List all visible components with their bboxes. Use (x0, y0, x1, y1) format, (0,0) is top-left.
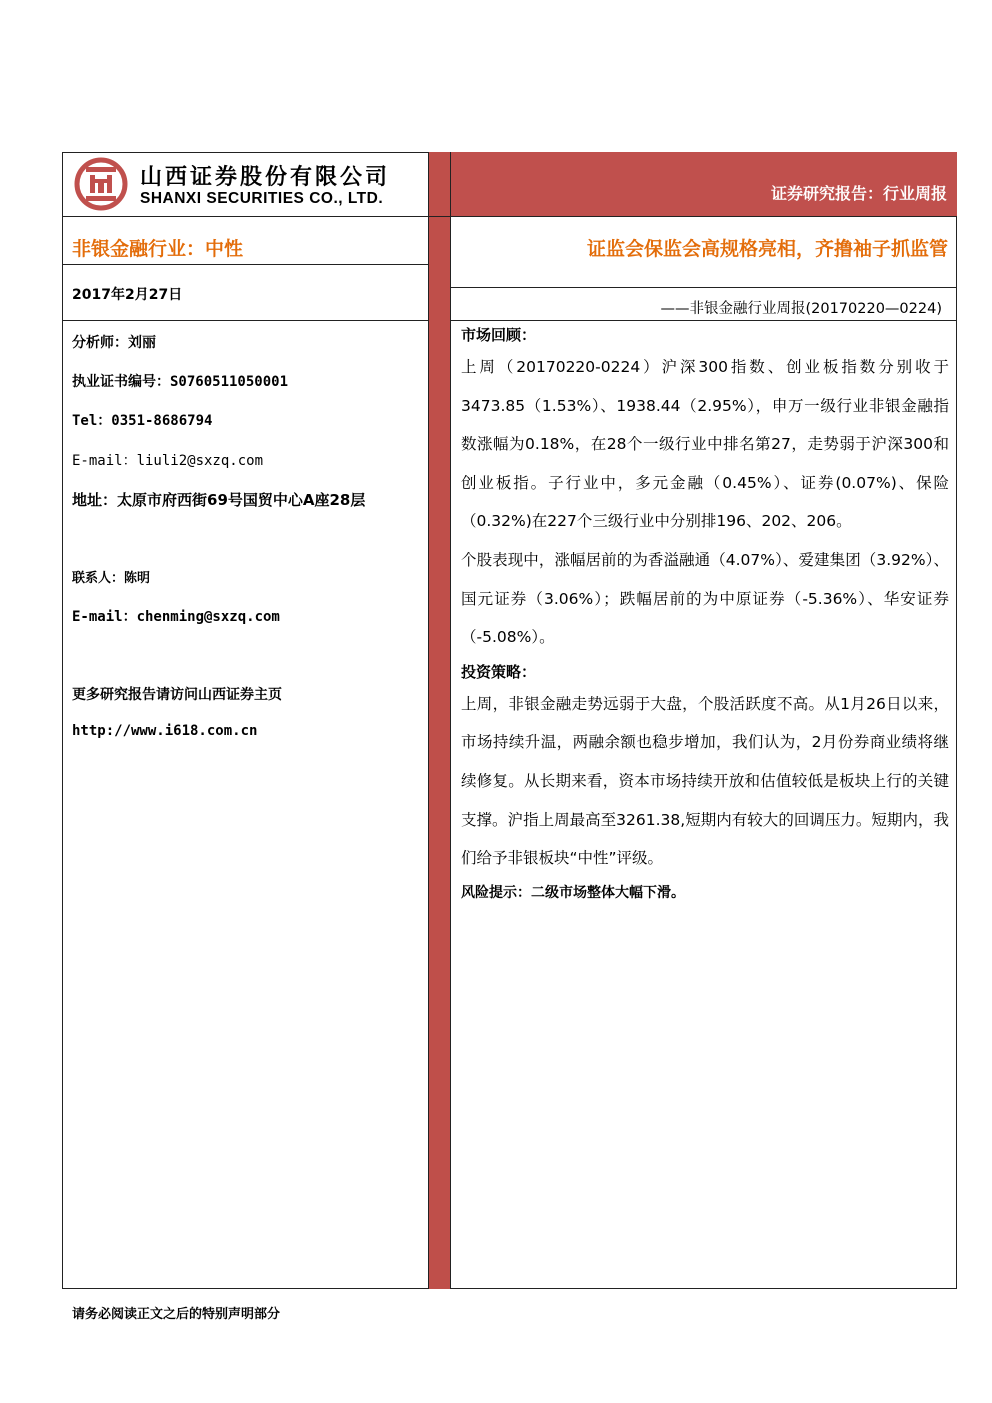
report-date: 2017年2月27日 (72, 287, 183, 303)
contact-person: 联系人：陈明 (72, 571, 151, 586)
analyst-tel: Tel：0351-8686794 (72, 413, 213, 429)
brand-logo-block (62, 152, 428, 216)
homepage-link[interactable]: http://www.i618.com.cn (72, 723, 258, 739)
shanxi-securities-logo-icon (72, 157, 130, 211)
license-number: 执业证书编号：S0760511050001 (72, 374, 289, 390)
header-divider (62, 216, 957, 217)
report-headline: 证监会保监会高规格亮相，齐撸袖子抓监管 (586, 238, 948, 260)
disclaimer-note: 请务必阅读正文之后的特别声明部分 (72, 1307, 281, 1322)
report-type-banner (451, 152, 957, 216)
industry-rating: 非银金融行业：中性 (72, 238, 244, 260)
brand-name-en: SHANXI SECURITIES CO., LTD. (140, 190, 384, 207)
report-subtitle: ——非银金融行业周报(20170220—0224) (660, 301, 942, 317)
analyst-email[interactable]: E-mail：liuli2@sxzq.com (72, 453, 264, 469)
office-address: 地址：太原市府西街69号国贸中心A座28层 (72, 491, 366, 509)
contact-email[interactable]: E-mail：chenming@sxzq.com (72, 609, 280, 625)
rating-divider (62, 264, 428, 265)
market-review-heading: 市场回顾： (461, 326, 537, 344)
market-review-paragraph-1: 上周（20170220-0224）沪深300指数、创业板指数分别收于3473.85（1.53%）、1938.44（2.95%），申万一级行业非银金融指数涨幅为0.18%，在28个一级行业中排名第27，走势弱于沪深300和创业板指。子行业中，多元金融（0.45%）、证券(0.07%)、保险（0.32%)在227个三级行业中分别排196、202、206。 (461, 358, 949, 531)
more-reports-note: 更多研究报告请访问山西证券主页 (72, 687, 282, 703)
subtitle-divider (451, 320, 957, 321)
strategy-heading: 投资策略： (461, 662, 537, 681)
market-review-paragraph-2: 个股表现中，涨幅居前的为香溢融通（4.07%）、爱建集团（3.92%）、国元证券（3.06%）；跌幅居前的为中原证券（-5.36%）、华安证券（-5.08%）。 (461, 550, 949, 647)
analyst-name: 分析师：刘丽 (72, 335, 156, 351)
risk-warning: 风险提示：二级市场整体大幅下滑。 (461, 884, 685, 901)
brand-name-cn: 山西证券股份有限公司 (140, 165, 391, 190)
column-separator-bar (428, 152, 451, 1289)
strategy-paragraph: 上周，非银金融走势远弱于大盘，个股活跃度不高。从1月26日以来，市场持续升温，两融余额也稳步增加，我们认为，2月份券商业绩将继续修复。从长期来看，资本市场持续开放和估值较低是板块上行的关键支撑。沪指上周最高至3261.38,短期内有较大的回调压力。短期内，我们给予非银板块“中性”评级。 (461, 694, 949, 868)
date-divider (62, 320, 428, 321)
headline-divider (451, 287, 957, 288)
report-body (461, 322, 949, 906)
report-type-label: 证券研究报告：行业周报 (770, 184, 947, 203)
